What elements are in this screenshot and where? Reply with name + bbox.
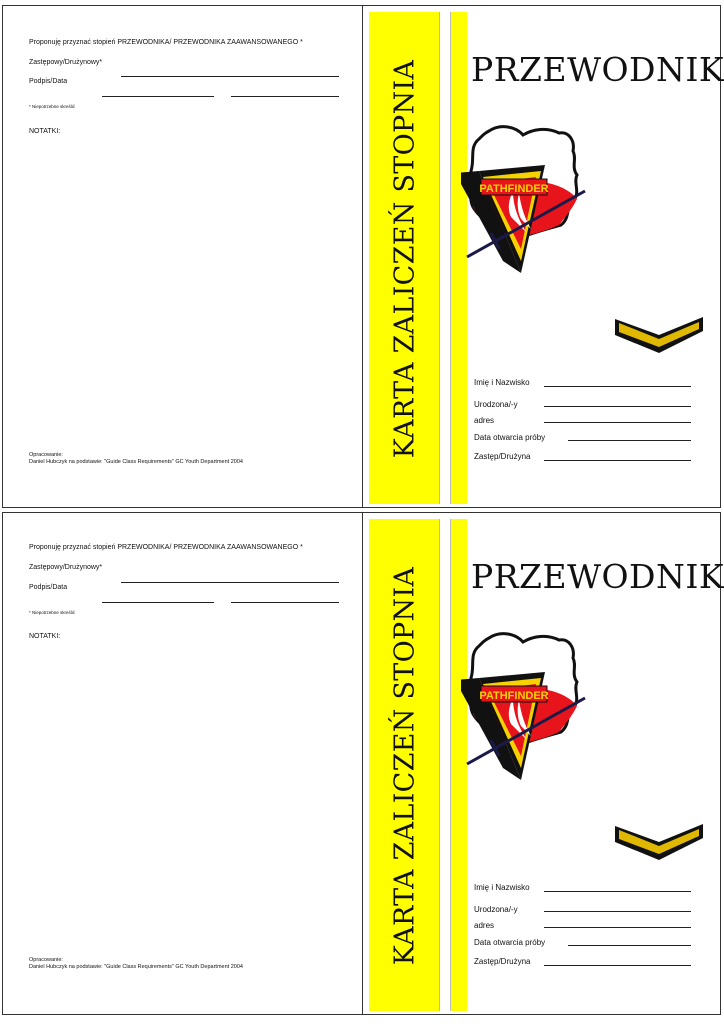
field-trial-label: Data otwarcia próby — [474, 938, 546, 947]
vertical-title-text: KARTA ZALICZEŃ STOPNIA — [389, 59, 421, 459]
vertical-title — [376, 24, 434, 494]
footnote: * Niepotrzebne skreślić — [29, 610, 76, 615]
field-address-line[interactable] — [544, 422, 691, 423]
field-trial-label: Data otwarcia próby — [474, 433, 546, 442]
propose-text: Proponuję przyznać stopień PRZEWODNIKA/ PRZEWODNIKA ZAAWANSOWANEGO * — [29, 39, 303, 46]
fold-line — [362, 6, 363, 507]
field-name-line[interactable] — [544, 386, 691, 387]
back-page — [3, 6, 362, 507]
field-address-line[interactable] — [544, 927, 691, 928]
field-address-label: adres — [474, 921, 495, 930]
field-unit-label: Zastęp/Drużyna — [474, 452, 531, 461]
notes-label: NOTATKI: — [29, 633, 61, 640]
footnote: * Niepotrzebne skreślić — [29, 104, 76, 109]
leader-label: Zastępowy/Drużynowy* — [29, 564, 103, 571]
vertical-title — [376, 531, 434, 1001]
pathfinder-emblem-icon — [461, 628, 591, 798]
rank-chevron-icon — [613, 820, 705, 864]
pathfinder-emblem-icon — [461, 121, 591, 291]
grade-card-1 — [2, 5, 724, 508]
leader-label: Zastępowy/Drużynowy* — [29, 59, 103, 66]
credits-text: Daniel Hubczyk na podstawie: "Guide Class Requirements" GC Youth Department 2004 — [29, 964, 243, 970]
signature-line[interactable] — [102, 96, 214, 97]
signature-label: Podpis/Data — [29, 78, 68, 85]
card-title: PRZEWODNIK — [471, 557, 724, 596]
field-born-line[interactable] — [544, 911, 691, 912]
field-trial-line[interactable] — [568, 440, 691, 441]
field-name-label: Imię i Nazwisko — [474, 883, 530, 892]
vertical-title-text: KARTA ZALICZEŃ STOPNIA — [389, 566, 421, 966]
spine-white-band — [439, 12, 451, 504]
propose-text: Proponuję przyznać stopień PRZEWODNIKA/ PRZEWODNIKA ZAAWANSOWANEGO * — [29, 544, 303, 551]
date-line[interactable] — [231, 96, 339, 97]
back-page — [3, 513, 362, 1014]
field-born-label: Urodzona/-y — [474, 905, 518, 914]
leader-line[interactable] — [121, 76, 339, 77]
field-unit-line[interactable] — [544, 965, 691, 966]
rank-chevron-icon — [613, 313, 705, 357]
signature-label: Podpis/Data — [29, 584, 68, 591]
emblem-label: PATHFINDER — [479, 183, 549, 195]
field-trial-line[interactable] — [568, 945, 691, 946]
card-title: PRZEWODNIK — [471, 50, 724, 89]
spine-white-band — [439, 519, 451, 1011]
field-unit-line[interactable] — [544, 460, 691, 461]
fold-line — [362, 513, 363, 1014]
credits-title: Opracowanie: — [29, 452, 63, 458]
credits-title: Opracowanie: — [29, 957, 63, 963]
field-born-label: Urodzona/-y — [474, 400, 518, 409]
notes-label: NOTATKI: — [29, 128, 61, 135]
signature-line[interactable] — [102, 602, 214, 603]
field-address-label: adres — [474, 416, 495, 425]
field-name-line[interactable] — [544, 891, 691, 892]
field-born-line[interactable] — [544, 406, 691, 407]
credits-text: Daniel Hubczyk na podstawie: "Guide Class Requirements" GC Youth Department 2004 — [29, 459, 243, 465]
leader-line[interactable] — [121, 582, 339, 583]
field-unit-label: Zastęp/Drużyna — [474, 957, 531, 966]
grade-card-2 — [2, 512, 724, 1015]
emblem-label: PATHFINDER — [479, 690, 549, 702]
field-name-label: Imię i Nazwisko — [474, 378, 530, 387]
date-line[interactable] — [231, 602, 339, 603]
